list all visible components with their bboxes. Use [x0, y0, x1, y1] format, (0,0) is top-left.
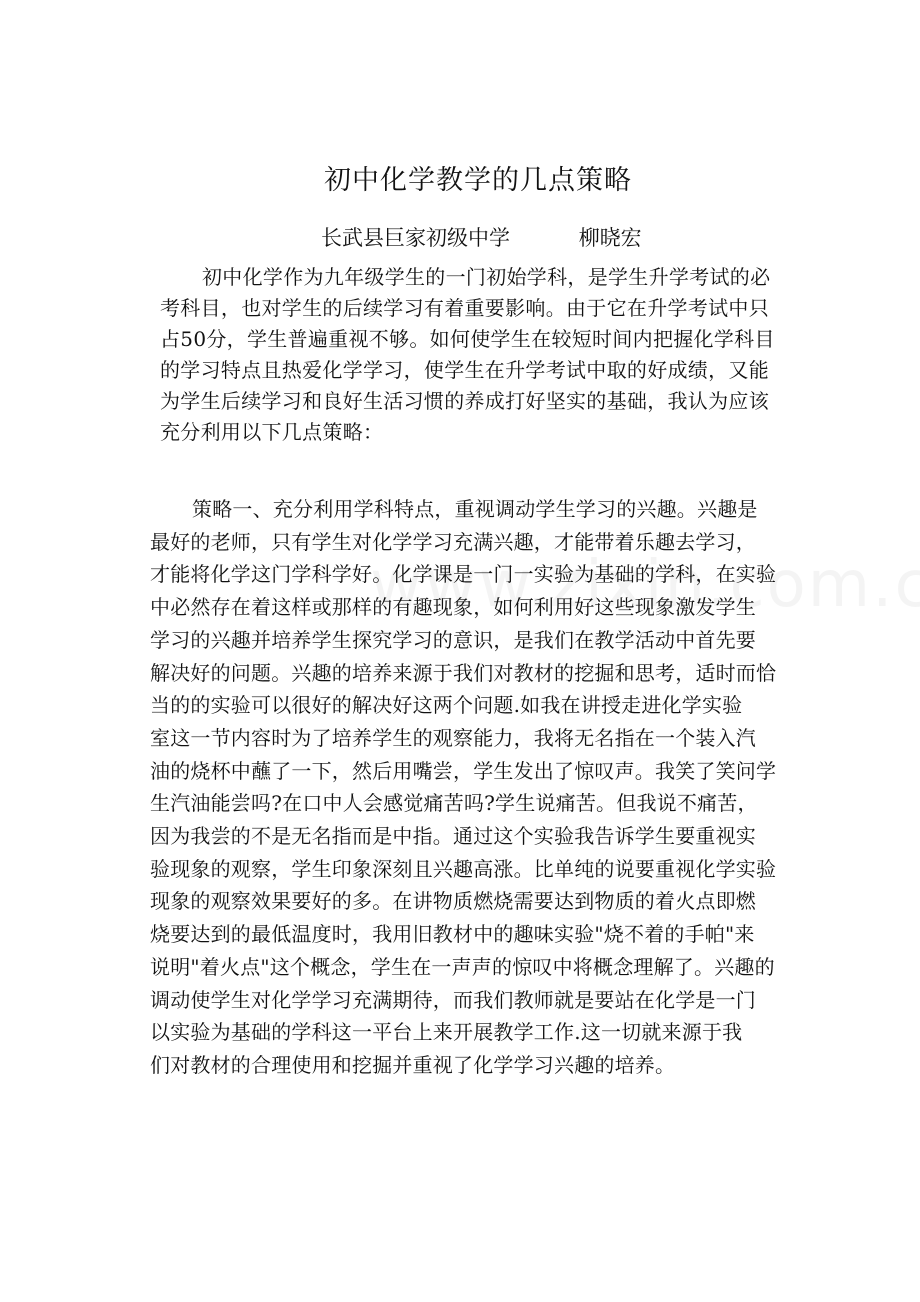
text-line: 以实验为基础的学科这一平台上来开展教学工作.这一切就来源于我: [150, 1020, 743, 1045]
text-line: 生汽油能尝吗?在口中人会感觉痛苦吗?学生说痛苦。但我说不痛苦，: [150, 791, 758, 816]
text-line: 为学生后续学习和良好生活习惯的养成打好坚实的基础，我认为应该: [160, 389, 769, 413]
text-line: 最好的老师，只有学生对化学学习充满兴趣，才能带着乐趣去学习，: [150, 529, 756, 554]
text-line: 室这一节内容时为了培养学生的观察能力，我将无名指在一个装入汽: [150, 725, 756, 750]
text-line: 策略一、充分利用学科特点，重视调动学生学习的兴趣。兴趣是: [192, 497, 758, 521]
text-line: 烧要达到的最低温度时，我用旧教材中的趣味实验"烧不着的手帕"来: [150, 922, 755, 947]
text-line: 因为我尝的不是无名指而是中指。通过这个实验我告诉学生要重视实: [150, 824, 756, 849]
text-line: 说明"着火点"这个概念，学生在一声声的惊叹中将概念理解了。兴趣的: [150, 954, 775, 979]
text-line: 充分利用以下几点策略：: [160, 420, 384, 444]
text-line: 现象的观察效果要好的多。在讲物质燃烧需要达到物质的着火点即燃: [150, 889, 756, 914]
text-line: 考科目，也对学生的后续学习有着重要影响。由于它在升学考试中只: [160, 296, 769, 320]
text-line: 的学习特点且热爱化学学习，使学生在升学考试中取的好成绩，又能: [160, 358, 769, 382]
text-line: 当的的实验可以很好的解决好这两个问题.如我在讲授走进化学实验: [150, 693, 743, 718]
text-line: 调动使学生对化学学习充满期待，而我们教师就是要站在化学是一门: [150, 987, 756, 1012]
text-line: 解决好的问题。兴趣的培养来源于我们对教材的挖掘和思考，适时而恰: [150, 660, 777, 685]
text-line: 油的烧杯中蘸了一下，然后用嘴尝，学生发出了惊叹声。我笑了笑问学: [150, 758, 777, 783]
text-line: 才能将化学这门学科学好。化学课是一门一实验为基础的学科，在实验: [150, 562, 777, 587]
intro-paragraph: [160, 262, 810, 448]
text-line: 验现象的观察，学生印象深刻且兴趣高涨。比单纯的说要重视化学实验: [150, 856, 777, 881]
strategy-one-paragraph: [150, 493, 810, 1082]
school-name: 长武县巨家初级中学: [321, 226, 510, 250]
text-line: 中必然存在着这样或那样的有趣现象，如何利用好这些现象激发学生: [150, 595, 756, 620]
document-title: 初中化学教学的几点策略: [324, 165, 632, 196]
text-line: 初中化学作为九年级学生的一门初始学科，是学生升学考试的必: [202, 265, 771, 289]
text-line: 们对教材的合理使用和挖掘并重视了化学学习兴趣的培养。: [150, 1052, 676, 1077]
text-line: 学习的兴趣并培养学生探究学习的意识，是我们在教学活动中首先要: [150, 627, 756, 652]
author-name: 柳晓宏: [578, 226, 642, 250]
text-line: 占50分，学生普遍重视不够。如何使学生在较短时间内把握化学科目: [160, 327, 775, 351]
byline: [321, 222, 642, 252]
